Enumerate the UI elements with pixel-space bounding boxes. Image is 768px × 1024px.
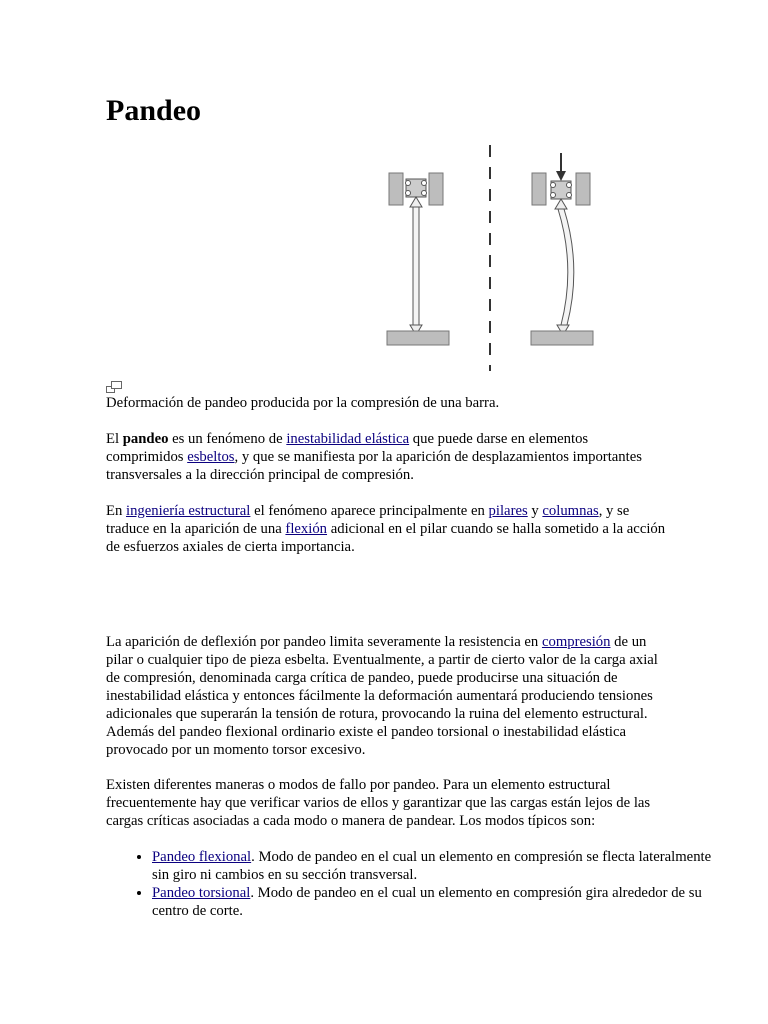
straight-column-diagram	[387, 173, 449, 345]
paragraph-intro: El pandeo es un fenómeno de inestabilidad elástica que puede darse en elementos comprimidos esbeltos, y que se manifiesta por la aparición de desplazamientos importantes transversales a la dirección principal de compresión.	[106, 431, 642, 483]
term-bold: pandeo	[122, 431, 169, 447]
paragraph-modes: Existen diferentes maneras o modos de fallo por pandeo. Para un elemento estructural frecuentemente hay que verificar varios de ellos y garantizar que las cargas están lejos de las cargas críticas asociadas a cada modo o manera de pandear. Los modos típicos son:	[106, 777, 651, 829]
link-inestabilidad-elastica[interactable]: inestabilidad elástica	[286, 431, 410, 447]
link-pilares[interactable]: pilares	[488, 503, 528, 519]
enlarge-icon[interactable]	[106, 381, 122, 393]
buckling-figure	[276, 143, 596, 373]
link-esbeltos[interactable]: esbeltos	[187, 449, 235, 465]
list-item: • Pandeo torsional. Modo de pandeo en el cual un elemento en compresión gira alrededor de su centro de corte.	[152, 884, 712, 920]
page-title: Pandeo	[106, 94, 202, 127]
link-ingenieria-estructural[interactable]: ingeniería estructural	[126, 503, 251, 519]
link-columnas[interactable]: columnas	[542, 503, 599, 519]
buckled-column-diagram	[531, 153, 593, 345]
link-compresion[interactable]: compresión	[541, 634, 611, 650]
figure-caption: Deformación de pandeo producida por la compresión de una barra.	[106, 395, 500, 411]
list-item: • Pandeo flexional. Modo de pandeo en el cual un elemento en compresión se flecta lateralmente sin giro ni cambios en su sección transversal.	[152, 848, 712, 884]
link-pandeo-flexional[interactable]: Pandeo flexional	[152, 849, 252, 865]
paragraph-deflection: La aparición de deflexión por pandeo limita severamente la resistencia en compresión de un pilar o cualquier tipo de pieza esbelta. Eventualmente, a partir de cierto valor de la carga axial de compresión, denominada carga crítica de pandeo, puede producirse una situación de inestabilidad elástica y entonces fácilmente la deformación aumentará produciendo tensiones adicionales que superarán la tensión de rotura, provocando la ruina del elemento estructural. Además del pandeo flexional ordinario existe el pandeo torsional o inestabilidad elástica provocado por un momento torsor excesivo.	[106, 634, 658, 758]
link-pandeo-torsional[interactable]: Pandeo torsional	[152, 885, 251, 901]
modes-list	[106, 848, 712, 920]
link-flexion[interactable]: flexión	[285, 521, 328, 537]
paragraph-engineering: En ingeniería estructural el fenómeno aparece principalmente en pilares y columnas, y se traduce en la aparición de una flexión adicional en el pilar cuando se halla sometido a la acción de esfuerzos axiales de cierta importancia.	[106, 503, 666, 555]
